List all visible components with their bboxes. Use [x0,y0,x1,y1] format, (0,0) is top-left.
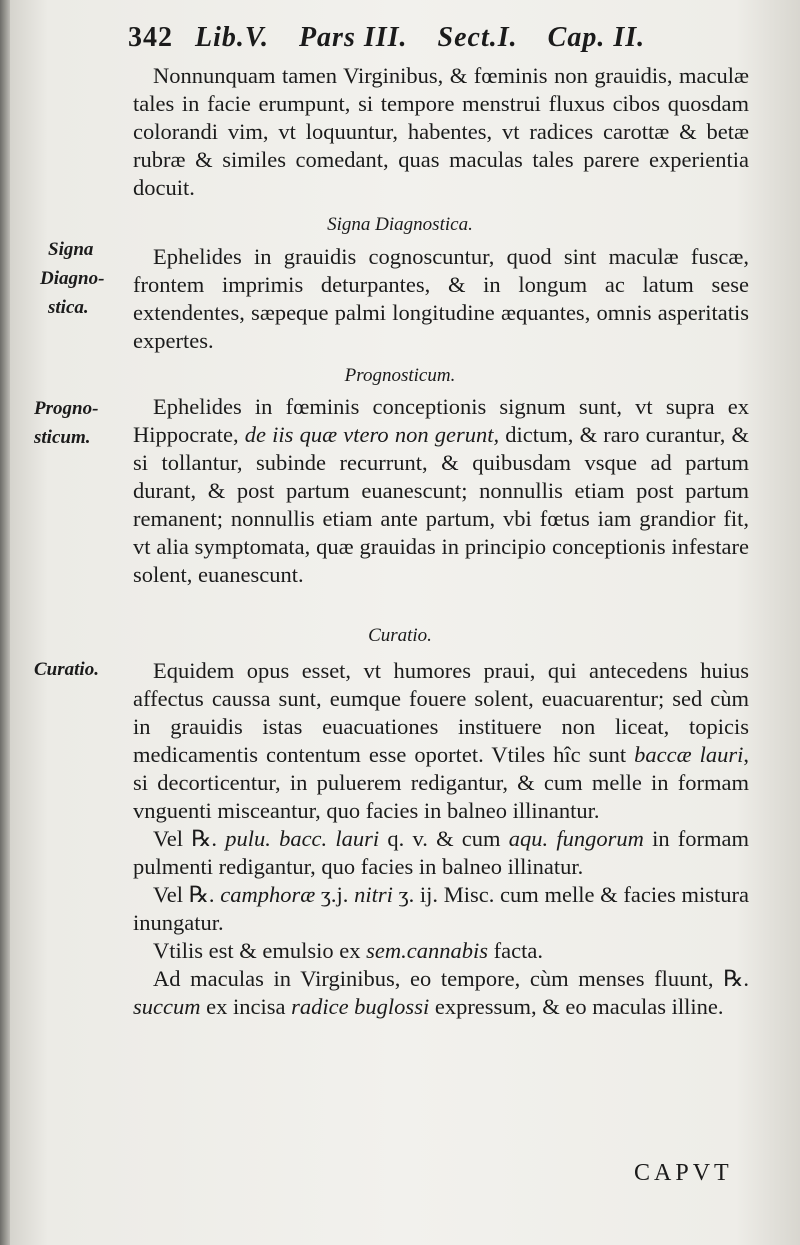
recipe-4-e: expressum, & eo maculas illine. [434,994,724,1019]
header-section: Sect.I. [437,22,518,53]
page-spine-shadow [0,0,10,1245]
paragraph-intro: Nonnunquam tamen Virginibus, & fœminis non grauidis, maculæ tales in facie erumpunt, si tempore menstrui fluxus cibos quosdam colorandi vim, vt loquuntur, habentes, vt radices carottæ & betæ rubræ & similes comedant, quas maculas tales parere experientia docuit. [133,63,749,200]
margin-line: Diagno- [40,268,105,289]
recipe-3 [133,937,749,965]
recipe-2-d: nitri [354,882,393,907]
header-chapter: Cap. II. [547,22,646,53]
recipe-2-e: ʒ. ij. Misc. cum melle & facies mistura inungatur. [133,882,750,935]
text-block-curatio [133,657,749,1021]
recipe-2-c: ʒ.j. [320,882,349,907]
margin-line: Signa [48,239,94,260]
prognosticum-citation: de iis quæ vtero non gerunt, [244,422,500,447]
heading-curatio: Curatio. [368,625,432,646]
prognosticum-text-cont: dictum, & raro curantur, & si tollantur, subinde recurrunt, & quibusdam vsque ad partum durant, & post partum euanescunt; nonnullis etiam post partum remanent; nonnullis etiam ante partum, vbi fœtus iam grandior fit, vt alia symptomata, quæ grauidas in principio conceptionis infestare solent, euanescunt. [133,422,749,587]
margin-line: stica. [48,297,89,318]
recipe-3-b: sem.cannabis [366,938,488,963]
recipe-4-c: ex incisa [206,994,286,1019]
page-number: 342 [128,22,173,53]
curatio-text: Equidem opus esset, vt humores praui, qui antecedens huius affectus caussa sunt, eumque fouere solent, euacuarentur; sed cùm in grauidis istas euacuationes instituere non liceat, topicis medicamentis contentum esse oportet. Vtiles hîc sunt [133,658,749,767]
heading-prognosticum: Prognosticum. [344,365,456,386]
text-block-intro [133,62,749,202]
prognosticum-text: Ephelides in fœminis conceptionis signum sunt, vt supra ex Hippocrate, [133,394,749,447]
curatio-text-cont: , si decorticentur, in puluerem redigantur, & cum melle in formam vnguenti misceantur, quo facies in balneo illinantur. [133,742,749,823]
recipe-2-b: camphoræ [220,882,316,907]
recipe-2-a: Vel ℞. [153,882,215,907]
recipe-3-c: facta. [493,938,543,963]
recipe-4 [133,965,749,1021]
text-block-prognosticum [133,393,749,589]
recipe-1-e: in formam pulmenti redigantur, quo facies in balneo illinatur. [133,826,750,879]
margin-line: Curatio. [34,659,99,680]
paragraph-prognosticum [133,393,749,589]
recipe-4-a: Ad maculas in Virginibus, eo tempore, cùm menses fluunt, ℞. [153,966,749,991]
running-header [128,22,667,54]
recipe-1-c: q. v. & cum [387,826,501,851]
recipe-1-a: Vel ℞. [153,826,218,851]
curatio-italic: baccæ lauri [634,742,744,767]
header-book: Lib.V. [195,22,269,53]
margin-note-prognosticum [34,394,98,452]
paragraph-diagnostica: Ephelides in grauidis cognoscuntur, quod sint maculæ fuscæ, frontem imprimis deturpantes, & in longum ac latum sese extendentes, sæpeque palmi longitudine æquantes, omnis asperitatis expertes. [133,244,749,353]
paragraph-curatio [133,657,749,825]
margin-note-diagnostica [40,235,104,322]
recipe-1-d: aqu. fungorum [508,826,644,851]
recipe-4-d: radice buglossi [291,994,430,1019]
recipe-1-b: pulu. bacc. lauri [225,826,380,851]
recipe-3-a: Vtilis est & emulsio ex [153,938,361,963]
header-part: Pars III. [298,22,408,53]
catchword: CAPVT [634,1160,733,1186]
recipe-1 [133,825,749,881]
margin-line: Progno- [34,398,99,419]
recipe-4-b: succum [133,994,201,1019]
margin-note-curatio [34,655,99,684]
margin-line: sticum. [34,427,91,448]
recipe-2 [133,881,749,937]
heading-diagnostica: Signa Diagnostica. [327,214,473,235]
text-block-diagnostica [133,243,749,355]
